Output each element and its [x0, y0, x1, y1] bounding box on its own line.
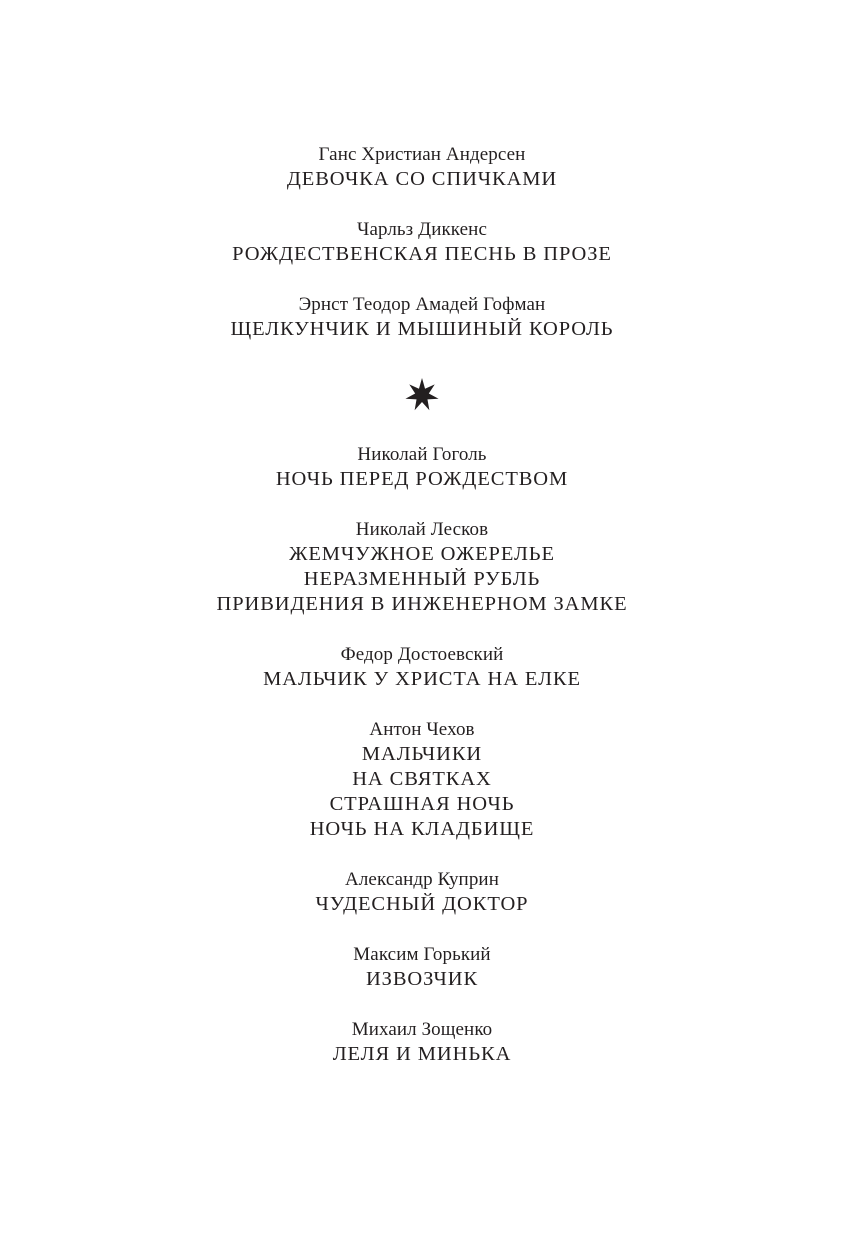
work-title: НОЧЬ НА КЛАДБИЩЕ	[309, 818, 535, 840]
author-name: Михаил Зощенко	[351, 1019, 493, 1040]
entry-kuprin	[0, 867, 844, 917]
work-title: РОЖДЕСТВЕНСКАЯ ПЕСНЬ В ПРОЗЕ	[232, 243, 612, 265]
entry-dostoevsky	[0, 642, 844, 692]
entry-chekhov	[0, 717, 844, 842]
work-title: НОЧЬ ПЕРЕД РОЖДЕСТВОМ	[275, 468, 569, 490]
entry-dickens	[0, 217, 844, 267]
work-title: ЧУДЕСНЫЙ ДОКТОР	[315, 893, 529, 915]
work-title: ПРИВИДЕНИЯ В ИНЖЕНЕРНОМ ЗАМКЕ	[216, 593, 628, 615]
seven-pointed-star-icon	[404, 377, 440, 413]
entry-andersen	[0, 142, 844, 192]
author-name: Федор Достоевский	[340, 644, 504, 665]
author-name: Николай Лесков	[355, 519, 489, 540]
entry-zoshchenko	[0, 1017, 844, 1067]
entry-hoffmann	[0, 292, 844, 342]
work-title: ИЗВОЗЧИК	[365, 968, 479, 990]
work-title: НЕРАЗМЕННЫЙ РУБЛЬ	[303, 568, 541, 590]
work-title: МАЛЬЧИКИ	[361, 743, 483, 765]
entry-gogol	[0, 442, 844, 492]
author-name: Александр Куприн	[345, 869, 499, 890]
entry-gorky	[0, 942, 844, 992]
work-title: ЛЕЛЯ И МИНЬКА	[332, 1043, 512, 1065]
work-title: ЩЕЛКУНЧИК И МЫШИНЫЙ КОРОЛЬ	[230, 318, 614, 340]
work-title: МАЛЬЧИК У ХРИСТА НА ЕЛКЕ	[263, 668, 581, 690]
author-name: Антон Чехов	[369, 719, 475, 740]
work-title: НА СВЯТКАХ	[352, 768, 492, 790]
entry-leskov	[0, 517, 844, 617]
author-name: Чарльз Диккенс	[357, 219, 487, 240]
work-title: СТРАШНАЯ НОЧЬ	[329, 793, 515, 815]
author-name: Максим Горький	[353, 944, 491, 965]
author-name: Николай Гоголь	[357, 444, 487, 465]
author-name: Эрнст Теодор Амадей Гофман	[298, 294, 546, 315]
work-title: ЖЕМЧУЖНОЕ ОЖЕРЕЛЬЕ	[289, 543, 555, 565]
author-name: Ганс Христиан Андерсен	[318, 144, 526, 165]
work-title: ДЕВОЧКА СО СПИЧКАМИ	[286, 168, 558, 190]
